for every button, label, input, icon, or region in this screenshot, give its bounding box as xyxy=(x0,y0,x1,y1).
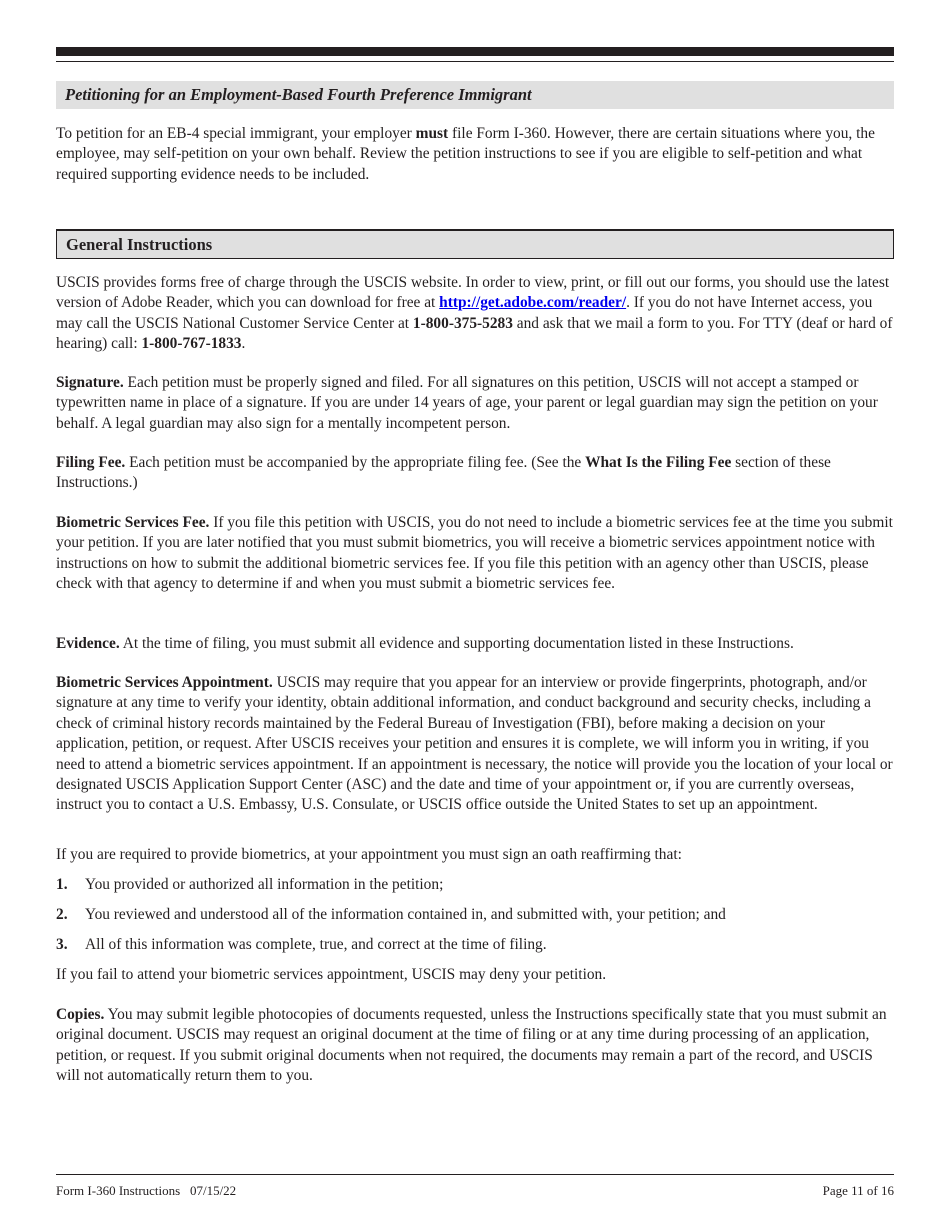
list-number: 3. xyxy=(56,936,68,953)
text: section of these Instructions.) xyxy=(56,454,831,492)
list-text: You provided or authorized all information in the petition; xyxy=(85,876,444,893)
text: USCIS may require that you appear for an interview or provide fingerprints, photograph, and/or signature at any time to verify your identity, obtain additional information, and conduct background and security checks, including a check of criminal history records maintained by the Federal Bureau of Investigation (FBI), before making a decision on your application, petition, or request. After USCIS receives your petition and ensures it is complete, we will inform you in writing, if you need to attend a biometric services appointment. If an appointment is necessary, the notice will provide you the location of your local or designated USCIS Application Support Center (ASC) and the date and time of your appointment or, if you are currently overseas, instruct you to contact a U.S. Embassy, U.S. Consulate, or USCIS office outside the United States to set up an appointment. xyxy=(56,674,893,814)
biometric-appointment-label: Biometric Services Appointment. xyxy=(56,674,273,691)
list-number: 1. xyxy=(56,876,68,893)
text: At the time of filing, you must submit all evidence and supporting documentation listed in these Instructions. xyxy=(119,635,794,652)
filing-fee-paragraph xyxy=(56,453,894,494)
evidence-label: Evidence. xyxy=(56,635,120,652)
biometric-appointment-paragraph xyxy=(56,673,894,816)
adobe-reader-link[interactable]: http://get.adobe.com/reader/ xyxy=(439,294,627,312)
filing-fee-reference: What Is the Filing Fee xyxy=(585,454,732,471)
header-thick-bar xyxy=(56,47,894,56)
filing-fee-label: Filing Fee. xyxy=(56,454,126,471)
general-intro-paragraph xyxy=(56,273,894,355)
copies-paragraph xyxy=(56,1005,894,1087)
text: You may submit legible photocopies of documents requested, unless the Instructions specifically state that you must submit an original document. USCIS may request an original document at the time of filing or at any time during processing of an application, petition, or request. If you submit original documents when not required, the documents may remain a part of the record, and USCIS will not automatically return them to you. xyxy=(56,1006,887,1085)
oath-list-item xyxy=(56,935,894,955)
header-thin-rule xyxy=(56,61,894,62)
page-number: Page 11 of 16 xyxy=(822,1183,894,1198)
signature-paragraph xyxy=(56,373,894,434)
customer-service-phone: 1-800-375-5283 xyxy=(412,314,513,332)
signature-label: Signature. xyxy=(56,374,124,391)
text: . xyxy=(241,335,246,353)
footer-rule xyxy=(56,1174,894,1175)
list-text: You reviewed and understood all of the information contained in, and submitted with, your petition; and xyxy=(85,906,726,923)
list-text: All of this information was complete, true, and correct at the time of filing. xyxy=(85,936,547,953)
section-heading-general: General Instructions xyxy=(56,229,894,259)
text: . If you do not have Internet access, you may call the USCIS National Customer Service Center at xyxy=(56,294,873,332)
oath-list-item xyxy=(56,905,894,925)
text: USCIS provides forms free of charge through the USCIS website. In order to view, print, or fill out our forms, you should use the latest version of Adobe Reader, which you can download for free at xyxy=(56,274,890,312)
eb4-paragraph xyxy=(56,124,894,185)
text: If you file this petition with USCIS, you do not need to include a biometric services fee at the time you submit your petition. If you are later notified that you must submit biometrics, you will receive a biometric services appointment notice with instructions on how to submit the additional biometric services fee. If you file this petition with an agency other than USCIS, please check with that agency to determine if and when you must submit a biometric services fee. xyxy=(56,514,893,593)
text: Each petition must be properly signed and filed. For all signatures on this petition, USCIS will not accept a stamped or typewritten name in place of a signature. If you are under 14 years of age, your parent or legal guardian may sign the petition on your behalf. A legal guardian may also sign for a mentally incompetent person. xyxy=(56,374,878,432)
oath-list-item xyxy=(56,875,894,895)
list-number: 2. xyxy=(56,906,68,923)
tty-phone: 1-800-767-1833 xyxy=(141,335,242,353)
evidence-paragraph xyxy=(56,634,894,654)
text: Each petition must be accompanied by the appropriate filing fee. (See the xyxy=(125,454,586,471)
biometric-fee-paragraph xyxy=(56,513,894,595)
section-heading-eb4: Petitioning for an Employment-Based Fourth Preference Immigrant xyxy=(56,81,894,109)
text: file Form I-360. However, there are certain situations where you, the employee, may self-petition on your own behalf. Review the petition instructions to see if you are eligible to self-petition and what required supporting evidence needs to be included. xyxy=(56,125,875,183)
emphasis-must: must xyxy=(415,125,449,142)
biometric-fee-label: Biometric Services Fee. xyxy=(56,514,210,531)
copies-label: Copies. xyxy=(56,1006,105,1023)
text: and ask that we mail a form to you. For TTY (deaf or hard of hearing) call: xyxy=(56,314,893,353)
text: To petition for an EB-4 special immigrant, your employer xyxy=(56,125,416,142)
form-name-date: Form I-360 Instructions 07/15/22 xyxy=(56,1183,237,1198)
oath-intro: If you are required to provide biometrics, at your appointment you must sign an oath reaffirming that: xyxy=(56,846,682,863)
oath-outro: If you fail to attend your biometric services appointment, USCIS may deny your petition. xyxy=(56,966,607,983)
